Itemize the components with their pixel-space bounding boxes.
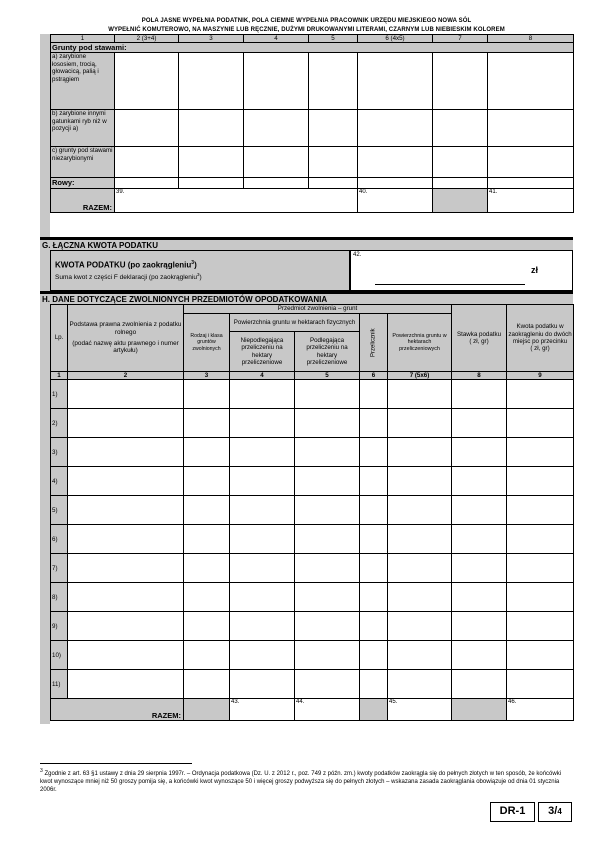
row-number: 10) bbox=[51, 641, 68, 670]
row-cell-8[interactable] bbox=[452, 409, 507, 438]
row-cell-2[interactable] bbox=[68, 554, 184, 583]
h-col-num-3: 3 bbox=[184, 372, 230, 380]
exemptions-table bbox=[50, 304, 574, 721]
row-cell-5[interactable] bbox=[295, 670, 360, 699]
row-cell-7[interactable] bbox=[388, 554, 452, 583]
table-row bbox=[51, 641, 574, 670]
row-cell-4[interactable] bbox=[230, 612, 295, 641]
section-h-title: H. DANE DOTYCZĄCE ZWOLNIONYCH PRZEDMIOTÓW OPODATKOWANIA bbox=[40, 291, 573, 304]
razem-h-3 bbox=[184, 699, 230, 721]
row-number: 1) bbox=[51, 380, 68, 409]
przelicznik-header: Przelicznik bbox=[360, 314, 388, 372]
cell-razem-7 bbox=[433, 189, 488, 213]
niepodlegajaca-header: Niepodlegająca przeliczeniu na hektary przeliczeniowe bbox=[230, 332, 295, 372]
header-line-1: POLA JASNE WYPEŁNIA PODATNIK, POLA CIEMNE WYPEŁNIA PRACOWNIK URZĘDU MIEJSKIEGO NOWA SÓL bbox=[141, 18, 472, 24]
row-cell-7[interactable] bbox=[388, 467, 452, 496]
row-cell-9[interactable] bbox=[507, 496, 574, 525]
row-cell-8[interactable] bbox=[452, 438, 507, 467]
h-col-num-5: 5 bbox=[295, 372, 360, 380]
col-num-7: 7 bbox=[433, 35, 488, 43]
h-col-num-6: 6 bbox=[360, 372, 388, 380]
row-cell-2[interactable] bbox=[68, 670, 184, 699]
cell-c-3[interactable] bbox=[179, 147, 244, 178]
col-num-8: 8 bbox=[488, 35, 574, 43]
rodzaj-header: Rodzaj i klasa gruntów zwolnionych bbox=[184, 314, 230, 372]
cell-b-5[interactable] bbox=[309, 110, 358, 147]
row-cell-6[interactable] bbox=[360, 496, 388, 525]
h-col-num-4: 4 bbox=[230, 372, 295, 380]
header-line-2: WYPEŁNIĆ KOMUTEROWO, NA MASZYNIE LUB RĘCZNIE, DUŻYMI DRUKOWANYMI LITERAMI, CZARNYM LUB NIEBIESKIM KOLOREM bbox=[108, 27, 505, 33]
row-cell-6[interactable] bbox=[360, 583, 388, 612]
cell-b-7[interactable] bbox=[433, 110, 488, 147]
row-cell-5[interactable] bbox=[295, 641, 360, 670]
row-cell-9[interactable] bbox=[507, 525, 574, 554]
row-cell-7[interactable] bbox=[388, 525, 452, 554]
row-cell-9[interactable] bbox=[507, 409, 574, 438]
cell-rowy-2[interactable] bbox=[115, 178, 179, 189]
cell-rowy-5[interactable] bbox=[309, 178, 358, 189]
row-cell-5[interactable] bbox=[295, 409, 360, 438]
footnote-text: Zgodnie z art. 63 §1 ustawy z dnia 29 sierpnia 1997r. – Ordynacja podatkowa (Dz. U. z 2012 r., poz. 749 z późn. zm.) kwoty podatków zaokrągla się do pełnych złotych w ten sposób, że końcówki kwot wynoszące mniej niż 50 groszy pomija się, a końcówki kwot wynoszące 50 i więcej groszy podwyższa się do pełnych złotych – wskazana zasada zaokrąglania obowiązuje od dnia 01 stycznia 2006r. bbox=[40, 771, 562, 793]
field-45[interactable]: 45. bbox=[388, 699, 452, 721]
stawka-unit: ( zł, gr) bbox=[469, 338, 489, 345]
cell-a-5[interactable] bbox=[309, 53, 358, 110]
cell-a-7[interactable] bbox=[433, 53, 488, 110]
row-cell-4[interactable] bbox=[230, 438, 295, 467]
kwota-close: ) bbox=[194, 260, 197, 270]
razem-h-6 bbox=[360, 699, 388, 721]
row-cell-9[interactable] bbox=[507, 641, 574, 670]
row-cell-3[interactable] bbox=[184, 380, 230, 409]
row-cell-8[interactable] bbox=[452, 525, 507, 554]
row-cell-8[interactable] bbox=[452, 641, 507, 670]
row-cell-7[interactable] bbox=[388, 409, 452, 438]
row-number: 5) bbox=[51, 496, 68, 525]
row-cell-4[interactable] bbox=[230, 496, 295, 525]
row-cell-6[interactable] bbox=[360, 380, 388, 409]
row-cell-5[interactable] bbox=[295, 525, 360, 554]
row-cell-6[interactable] bbox=[360, 525, 388, 554]
cell-rowy-8[interactable] bbox=[488, 178, 574, 189]
lp-header: Lp. bbox=[51, 305, 68, 372]
row-cell-6[interactable] bbox=[360, 409, 388, 438]
razem-label-h: RAZEM: bbox=[51, 699, 184, 721]
row-cell-8[interactable] bbox=[452, 612, 507, 641]
row-cell-2[interactable] bbox=[68, 612, 184, 641]
row-cell-9[interactable] bbox=[507, 438, 574, 467]
amount-underline bbox=[375, 284, 525, 285]
stawka-header bbox=[452, 305, 507, 372]
cell-rowy-7[interactable] bbox=[433, 178, 488, 189]
row-label-b: b) zarybione innymi gatunkami ryb niż w pozycji a) bbox=[51, 110, 115, 147]
row-cell-7[interactable] bbox=[388, 670, 452, 699]
cell-c-7[interactable] bbox=[433, 147, 488, 178]
podstawa-title: Podstawa prawna zwolnienia z podatku rolnego bbox=[69, 321, 182, 336]
row-cell-5[interactable] bbox=[295, 554, 360, 583]
row-cell-7[interactable] bbox=[388, 612, 452, 641]
row-cell-4[interactable] bbox=[230, 380, 295, 409]
col-num-6: 6 (4x5) bbox=[358, 35, 433, 43]
row-cell-3[interactable] bbox=[184, 554, 230, 583]
kwota-podatku-label: KWOTA PODATKU (po zaokrągleniu bbox=[55, 260, 192, 270]
cell-b-8[interactable] bbox=[488, 110, 574, 147]
section-g-title: G. ŁĄCZNA KWOTA PODATKU bbox=[40, 237, 573, 250]
row-cell-5[interactable] bbox=[295, 612, 360, 641]
row-number: 9) bbox=[51, 612, 68, 641]
left-margin-strip bbox=[40, 34, 50, 724]
ponds-section-label: Grunty pod stawami: bbox=[51, 43, 574, 53]
row-cell-5[interactable] bbox=[295, 467, 360, 496]
cell-b-3[interactable] bbox=[179, 110, 244, 147]
page-total: 4 bbox=[557, 807, 562, 816]
field-39[interactable]: 39. bbox=[115, 189, 358, 213]
row-cell-4[interactable] bbox=[230, 641, 295, 670]
cell-rowy-6[interactable] bbox=[358, 178, 433, 189]
table-row bbox=[51, 496, 574, 525]
row-cell-3[interactable] bbox=[184, 438, 230, 467]
row-cell-2[interactable] bbox=[68, 409, 184, 438]
row-cell-5[interactable] bbox=[295, 380, 360, 409]
cell-b-2[interactable] bbox=[115, 110, 179, 147]
page-number-badge: 3/4 bbox=[538, 802, 572, 822]
field-44[interactable]: 44. bbox=[295, 699, 360, 721]
row-cell-8[interactable] bbox=[452, 583, 507, 612]
table-row bbox=[51, 409, 574, 438]
row-cell-7[interactable] bbox=[388, 496, 452, 525]
table-row bbox=[51, 467, 574, 496]
row-cell-3[interactable] bbox=[184, 670, 230, 699]
field-40[interactable]: 40. bbox=[358, 189, 433, 213]
row-label-a: a) zarybione łososiem, trocią, głowacicą, palią i pstrągiem bbox=[51, 53, 115, 110]
form-code-badge: DR-1 bbox=[490, 802, 535, 822]
row-cell-8[interactable] bbox=[452, 554, 507, 583]
cell-c-4[interactable] bbox=[244, 147, 309, 178]
row-cell-8[interactable] bbox=[452, 670, 507, 699]
col-num-4: 4 bbox=[244, 35, 309, 43]
row-cell-9[interactable] bbox=[507, 670, 574, 699]
row-cell-7[interactable] bbox=[388, 380, 452, 409]
currency-label: zł bbox=[531, 265, 539, 275]
row-cell-5[interactable] bbox=[295, 496, 360, 525]
row-number: 3) bbox=[51, 438, 68, 467]
razem-label-top: RAZEM: bbox=[51, 189, 115, 213]
row-number: 6) bbox=[51, 525, 68, 554]
row-cell-6[interactable] bbox=[360, 641, 388, 670]
field-41[interactable]: 41. bbox=[488, 189, 574, 213]
podlegajaca-header: Podlegająca przeliczeniu na hektary przeliczeniowe bbox=[295, 332, 360, 372]
table-row bbox=[51, 380, 574, 409]
row-cell-3[interactable] bbox=[184, 583, 230, 612]
cell-rowy-4[interactable] bbox=[244, 178, 309, 189]
cell-c-2[interactable] bbox=[115, 147, 179, 178]
row-number: 8) bbox=[51, 583, 68, 612]
row-cell-4[interactable] bbox=[230, 554, 295, 583]
cell-a-2[interactable] bbox=[115, 53, 179, 110]
row-cell-5[interactable] bbox=[295, 438, 360, 467]
row-number: 2) bbox=[51, 409, 68, 438]
field-46[interactable]: 46. bbox=[507, 699, 574, 721]
row-cell-7[interactable] bbox=[388, 438, 452, 467]
kwota-header bbox=[507, 305, 574, 372]
rowy-label: Rowy: bbox=[51, 178, 115, 189]
section-g-label-box bbox=[50, 250, 350, 291]
row-cell-8[interactable] bbox=[452, 496, 507, 525]
cell-a-4[interactable] bbox=[244, 53, 309, 110]
cell-a-8[interactable] bbox=[488, 53, 574, 110]
cell-c-6[interactable] bbox=[358, 147, 433, 178]
row-cell-2[interactable] bbox=[68, 496, 184, 525]
footnote bbox=[40, 768, 573, 794]
pow-fiz-header: Powierzchnia gruntu w hektarach fizycznych bbox=[230, 314, 360, 332]
kwota-unit: ( zł, gr) bbox=[530, 345, 550, 353]
row-cell-2[interactable] bbox=[68, 467, 184, 496]
row-cell-9[interactable] bbox=[507, 612, 574, 641]
row-cell-3[interactable] bbox=[184, 612, 230, 641]
row-number: 4) bbox=[51, 467, 68, 496]
row-cell-2[interactable] bbox=[68, 438, 184, 467]
col-num-5: 5 bbox=[309, 35, 358, 43]
row-cell-4[interactable] bbox=[230, 525, 295, 554]
kwota-title: Kwota podatku w zaokrągleniu do dwóch miejsc po przecinku bbox=[508, 323, 572, 345]
field-43[interactable]: 43. bbox=[230, 699, 295, 721]
pow-przel-header: Powierzchnia gruntu w hektarach przeliczeniowych bbox=[388, 314, 452, 372]
row-cell-6[interactable] bbox=[360, 467, 388, 496]
row-cell-8[interactable] bbox=[452, 380, 507, 409]
cell-c-8[interactable] bbox=[488, 147, 574, 178]
kwota-sup: 3 bbox=[191, 260, 195, 266]
table-row bbox=[51, 612, 574, 641]
h-col-num-2: 2 bbox=[68, 372, 184, 380]
row-cell-3[interactable] bbox=[184, 641, 230, 670]
row-cell-8[interactable] bbox=[452, 467, 507, 496]
land-under-ponds-table bbox=[50, 34, 574, 213]
row-cell-7[interactable] bbox=[388, 641, 452, 670]
row-cell-3[interactable] bbox=[184, 409, 230, 438]
footnote-marker: 3 bbox=[40, 768, 43, 774]
row-cell-6[interactable] bbox=[360, 438, 388, 467]
row-cell-9[interactable] bbox=[507, 467, 574, 496]
row-cell-5[interactable] bbox=[295, 583, 360, 612]
stawka-title: Stawka podatku bbox=[457, 330, 502, 338]
suma-sup: 3 bbox=[196, 272, 200, 277]
h-col-num-7: 7 (5x6) bbox=[388, 372, 452, 380]
row-cell-4[interactable] bbox=[230, 583, 295, 612]
table-row bbox=[51, 438, 574, 467]
cell-c-5[interactable] bbox=[309, 147, 358, 178]
table-row bbox=[51, 670, 574, 699]
row-cell-6[interactable] bbox=[360, 670, 388, 699]
section-g-margin bbox=[40, 250, 50, 291]
h-col-num-9: 9 bbox=[507, 372, 574, 380]
row-cell-4[interactable] bbox=[230, 409, 295, 438]
cell-b-6[interactable] bbox=[358, 110, 433, 147]
col-num-2: 2 (3+4) bbox=[115, 35, 179, 43]
page-current: 3 bbox=[548, 805, 555, 817]
row-cell-3[interactable] bbox=[184, 525, 230, 554]
row-cell-2[interactable] bbox=[68, 380, 184, 409]
table-row bbox=[51, 554, 574, 583]
row-cell-4[interactable] bbox=[230, 670, 295, 699]
row-cell-2[interactable] bbox=[68, 583, 184, 612]
table-row bbox=[51, 583, 574, 612]
row-number: 11) bbox=[51, 670, 68, 699]
row-number: 7) bbox=[51, 554, 68, 583]
przedmiot-header: Przedmiot zwolnienia – grunt bbox=[184, 305, 452, 314]
field-42-box[interactable] bbox=[350, 250, 573, 291]
podstawa-note: (podać nazwę aktu prawnego i numer artykułu) bbox=[72, 339, 179, 355]
footnote-separator bbox=[40, 763, 192, 764]
row-cell-9[interactable] bbox=[507, 554, 574, 583]
podstawa-header bbox=[68, 305, 184, 372]
row-cell-9[interactable] bbox=[507, 380, 574, 409]
row-label-c: c) grunty pod stawami niezarybionymi bbox=[51, 147, 115, 178]
cell-a-3[interactable] bbox=[179, 53, 244, 110]
row-cell-9[interactable] bbox=[507, 583, 574, 612]
suma-kwot-label: Suma kwot z części F deklaracji (po zaokrągleniu bbox=[55, 274, 197, 282]
cell-a-6[interactable] bbox=[358, 53, 433, 110]
suma-close: ) bbox=[199, 274, 202, 282]
row-cell-4[interactable] bbox=[230, 467, 295, 496]
row-cell-7[interactable] bbox=[388, 583, 452, 612]
row-cell-2[interactable] bbox=[68, 641, 184, 670]
col-num-1: 1 bbox=[51, 35, 115, 43]
h-col-num-1: 1 bbox=[51, 372, 68, 380]
row-cell-6[interactable] bbox=[360, 554, 388, 583]
h-col-num-8: 8 bbox=[452, 372, 507, 380]
cell-rowy-3[interactable] bbox=[179, 178, 244, 189]
cell-b-4[interactable] bbox=[244, 110, 309, 147]
field-42-number: 42. bbox=[353, 252, 362, 258]
table-row bbox=[51, 525, 574, 554]
row-cell-6[interactable] bbox=[360, 612, 388, 641]
col-num-3: 3 bbox=[179, 35, 244, 43]
row-cell-2[interactable] bbox=[68, 525, 184, 554]
razem-h-8 bbox=[452, 699, 507, 721]
row-cell-3[interactable] bbox=[184, 467, 230, 496]
row-cell-3[interactable] bbox=[184, 496, 230, 525]
